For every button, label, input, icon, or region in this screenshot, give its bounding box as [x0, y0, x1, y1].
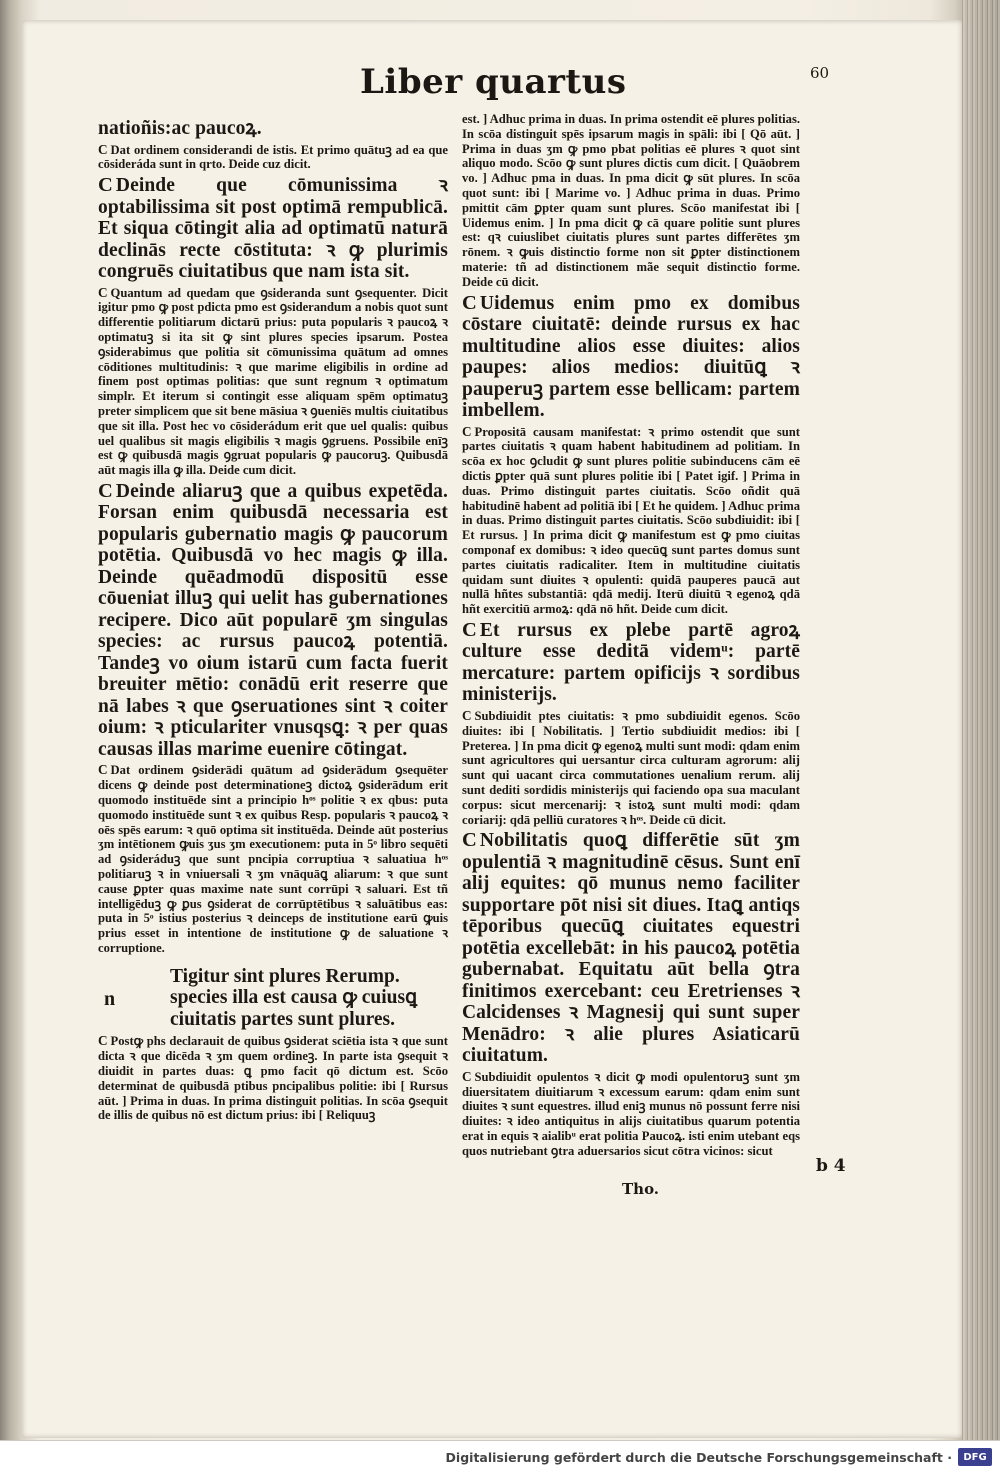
- left-column-tail: [98, 1034, 448, 1123]
- left-column: [98, 118, 448, 1126]
- section-heading: [98, 966, 448, 1031]
- passage-text: Propositā causam manifestat: ꝛ primo ostendit que sunt partes ciuitatis ꝛ quam habent habitudinem ad politiam. In scōa ex hoc ꝯcludit ꝙ sunt plures politie subinducens cām eē dictis ꝑpter quā sunt plures politie ibi [ Patet igif. ] Prima in duas. Primo distinguit partes ciuitatis. Scōo oñdit quā habitudinē habent ad politiā ibi [ Et he quidem. ] Adhuc prima in duas. Primo distinguit partes ciuitatis. Scōo subdiuidit: ibi [ Et rursus. ] In prima dicit ꝙ manifestum est ꝙ pmo ciuitas componaf ex domibus: ꝛ ideo quecūꝗ sunt partes domus sunt partes ciuitatis radicaliter. Item in multitudine ciuitatis quidam sunt diuites ꝛ opulenti: quidā pauperes paucā aut nullā hñtes substantiā: qdā medij. Iterū diuitū ꝛ egenoꝝ qdā hñt exercitiū armoꝝ: qdā nō hñt. Deide cum dicit.: [462, 424, 800, 617]
- funding-credit: Digitalisierung gefördert durch die Deutsche Forschungsgemeinschaft ·: [445, 1450, 952, 1465]
- passage-text: Deinde que cōmunissima ꝛ optabilissima sit post optimā rempublicā. Et siqua cōtingit alia ad optimatū naturā declinās recte cōstituta: ꝛ ꝙ plurimis congruēs ciuitatibus que nam ista sit.: [98, 175, 448, 283]
- passage-text: Subdiuidit ptes ciuitatis: ꝛ pmo subdiuidit egenos. Scōo diuites: ibi [ Nobilitatis. ] Tertio subdiuidit medios: ibi [ Preterea. ] In pma dicit ꝙ egenoꝝ multi sunt modi: qdam enim sunt agricultores qui uersantur circa culturam agrorum: alij sunt qui uacant circa commutationes uenalium rerum. alij sunt dediti sordidis ministerijs qui faciendo opa sua maculant corpus: sicut mercenarij: ꝛ istoꝝ sunt multi modi: qdam coriarij: qdā pelliū curatores ꝛ hᵒˢ. Deide cū dicit.: [462, 708, 800, 827]
- pilcrow-mark: C: [98, 1033, 108, 1049]
- pilcrow-mark: C: [462, 829, 477, 852]
- pilcrow-mark: C: [98, 174, 113, 197]
- running-title: Liber quartus: [360, 62, 627, 102]
- text-passage: [98, 175, 448, 283]
- commentary-passage: [462, 1070, 800, 1159]
- footer-bar: [0, 1440, 1000, 1473]
- right-column-blocks: [462, 112, 800, 1159]
- marginal-letter: n: [104, 987, 116, 1010]
- text-passage: [462, 830, 800, 1067]
- passage-text: Dat ordinem considerandi de istis. Et primo quātuꝫ ad ea que cōsideráda sunt in qrto. Deide cuz dicit.: [98, 142, 448, 172]
- signature-mark: b 4: [816, 1156, 846, 1176]
- commentary-passage: [98, 763, 448, 955]
- page-stack-edge: [960, 0, 1000, 1440]
- passage-text: Quantum ad quedam que ꝯsideranda sunt ꝯsequenter. Dicit igitur pmo ꝙ post pdicta pmo est ꝯsiderandum a nobis quot sunt differentie politiarum dictarū prius: puta popularis ꝛ paucoꝝ ꝛ optimatuꝫ si ita sit ꝙ sint plures species ipsarum. Postea ꝯsiderabimus que politia sit cōmunissima quātum ad omnes cōditiones multitudinis: ꝛ que marime eligibilis in ordine ad finem post optimas politias: que sunt regnum ꝛ optimatum simplr. Et iterum si contingit esse aliquam spēm optimatuꝫ preter simplicem que sit bene māsiua ꝛ ꝯueniēs multis ciuitatibus que sit illa. Post hec vo cōsiderádum erit que uel qualis: quibus uel qualibus sit magis eligibilis ꝛ magis ꝯgruens. Possibile enīꝫ est ꝙ quibusdā magis ꝯgruat popularis ꝙ paucoruꝫ. Quibusdā aūt magis illa ꝙ illa. Deide cum dicit.: [98, 285, 448, 478]
- passage-text: Dat ordinem ꝯsiderādi quātum ad ꝯsiderādum ꝯsequēter dicens ꝙ deinde post determinationeꝫ dictoꝝ ꝯsiderādum erit quomodo instituēde sint a principio hᵒˢ politie ꝛ ex qbus: puta quomodo instituēde sunt ꝛ ex quibus Resp. popularis ꝛ paucoꝝ ꝛ oēs spēs earum: ꝛ quō optima sit instituēda. Deinde aūt posterius ʒm intētionem ꝙuis ʒus ʒm executionem: puta in 5ᵒ libro sequēti ad ꝯsideráduꝫ que sunt pncipia corruptiua ꝛ saluatiua hᵒˢ politiaruꝫ ꝛ in vniuersali ꝛ ʒm vnāquāꝗ aliarum: ꝛ que sunt cause ꝑpter quas maxime nate sunt corrūpi ꝛ saluari. Est tñ intelligēduꝫ ꝙ ꝑus ꝯsiderat de corrūptētibus ꝛ saluātibus eas: puta in 5ᵒ istius posterius ꝛ deinceps de institutione earū ꝙuis prius esset in intentione de institutione ꝙ de saluatione ꝛ corruptione.: [98, 763, 448, 956]
- text-passage: [98, 481, 448, 761]
- passage-text: Subdiuidit opulentos ꝛ dicit ꝙ modi opulentoruꝫ sunt ʒm diuersitatem diuitiarum ꝛ excessum earum: qdam enim sunt diuites ꝛ sunt equestres. illud eniꝫ munus nō possunt ferre nisi diuites: ꝛ ideo antiquitus in alijs ciuitatibus quarum potentia erat in equis ꝛ aialibᵘ erat politia Paucoꝝ. isti enim utebant eqs quos nutriebant ꝯtra aduersarios sicut cōtra vicinos: sicut: [462, 1069, 800, 1158]
- pilcrow-mark: C: [98, 141, 108, 157]
- passage-text: natioñis:ac paucoꝝ.: [98, 118, 262, 139]
- pilcrow-mark: C: [98, 284, 108, 300]
- commentary-passage: [462, 709, 800, 827]
- right-column: [462, 112, 800, 1162]
- commentary-passage: [462, 112, 800, 290]
- passage-text: Deinde aliaruꝫ que a quibus expetēda. Forsan enim quibusdā necessaria est popularis gubernatio magis ꝙ paucorum potētia. Quibusdā vo hec magis ꝙ illa. Deinde quēadmodū dispositū esse cōueniat illuꝫ qui uelit has gubernationes recipere. Dico aūt popularē ʒm singulas species: ac rursus paucoꝝ potentiā. Tandeꝫ vo oium istarū cum facta fuerit breuiter mētio: conādū erit reserre que nā labes ꝛ que ꝯseruationes sint ꝛ coiter oium: ꝛ pticulariter vnusqsꝗ: ꝛ per quas causas illas marime euenire cōtingat.: [98, 480, 448, 760]
- commentary-passage: [98, 286, 448, 478]
- pilcrow-mark: C: [462, 291, 477, 314]
- passage-text: Et rursus ex plebe partē agroꝝ culture esse deditā videmᵘ: partē mercature: partem opificijs ꝛ sordibus ministerijs.: [462, 619, 800, 706]
- passage-text: est. ] Adhuc prima in duas. In prima ostendit eē plures politias. In scōa distinguit spēs ipsarum magis in spāli: ibi [ Qō aūt. ] Prima in duas ʒm ꝙ pmo pbat politias eē plures ꝛ quot sint aliquo modo. Scōo ꝙ sunt plures dictis cum dicit. [ Quāobrem vo. ] Adhuc pma in duas. In pma dicit ꝙ sūt plures. In scōa quot sunt: ibi [ Marime vo. ] Adhuc prima in duas. Primo pmittit cām ꝑpter quam sunt plures. Scōo manifestat ibi [ Uidemus enim. ] In pma dicit ꝙ cā quare politie sunt plures est: qꝛ cuiuslibet ciuitatis plures sunt partes differētes ʒm rōnem. ꝛ ꝙuis distinctio forme non sit ꝑpter distinctionem materie: tñ ad distinctionem mãe sequit distinctio forme. Deide cū dicit.: [462, 112, 800, 289]
- pilcrow-mark: C: [462, 707, 472, 723]
- text-passage: [98, 118, 448, 140]
- text-passage: [462, 620, 800, 706]
- commentary-passage: [462, 425, 800, 617]
- catchword: Tho.: [622, 1180, 660, 1198]
- passage-text: Postꝙ phs declarauit de quibus ꝯsiderat sciētia ista ꝛ que sunt dicta ꝛ que dicēda ꝛ ʒm quem ordineꝫ. In parte ista ꝯsequit ꝛ diuidit in partes duas: ꝗ pmo facit qō dictum est. Scōo determinat de quibusdā ptibus pncipalibus politie: ibi [ Rursus aūt. ] Prima in duas. In prima distinguit politias. In scōa ꝯsequit de illis de quibus nō est dictum prius: ibi [ Reliquuꝫ: [98, 1034, 448, 1123]
- passage-text: Uidemus enim pmo ex domibus cōstare ciuitatē: deinde rursus ex hac multitudine alios esse diuites: alios paupes: alios medios: diuitūꝗ ꝛ pauperuꝫ partem esse bellicam: partem imbellem.: [462, 292, 800, 422]
- pilcrow-mark: C: [462, 618, 477, 641]
- text-passage: [462, 293, 800, 422]
- dfg-logo-icon: DFG: [958, 1448, 992, 1466]
- pilcrow-mark: C: [98, 479, 113, 502]
- left-column-blocks: [98, 118, 448, 956]
- commentary-passage: [98, 143, 448, 173]
- folio-number: 60: [810, 64, 830, 82]
- section-heading-text: Tigitur sint plures Rerump. species illa est causa ꝙ cuiusꝗ ciuitatis partes sunt plures.: [170, 965, 418, 1030]
- pilcrow-mark: C: [462, 1068, 472, 1084]
- commentary-passage: [98, 1034, 448, 1123]
- pilcrow-mark: C: [462, 423, 472, 439]
- passage-text: Nobilitatis quoꝗ differētie sūt ʒm opulentiā ꝛ magnitudinē cēsus. Sunt enī alij equites: qō munus nemo faciliter supportare pōt nisi sit diues. Itaꝗ antiqs tēporibus quecūꝗ ciuitates equestri potētia excellebāt: in his paucoꝝ potētia gubernabat. Equitatu aūt bella ꝯtra finitimos exercebant: ceu Eretrienses ꝛ Calcidenses ꝛ Magnesij qui sunt super Menādro: ꝛ alie plures Asiaticarū ciuitatum.: [462, 830, 800, 1067]
- pilcrow-mark: C: [98, 762, 108, 778]
